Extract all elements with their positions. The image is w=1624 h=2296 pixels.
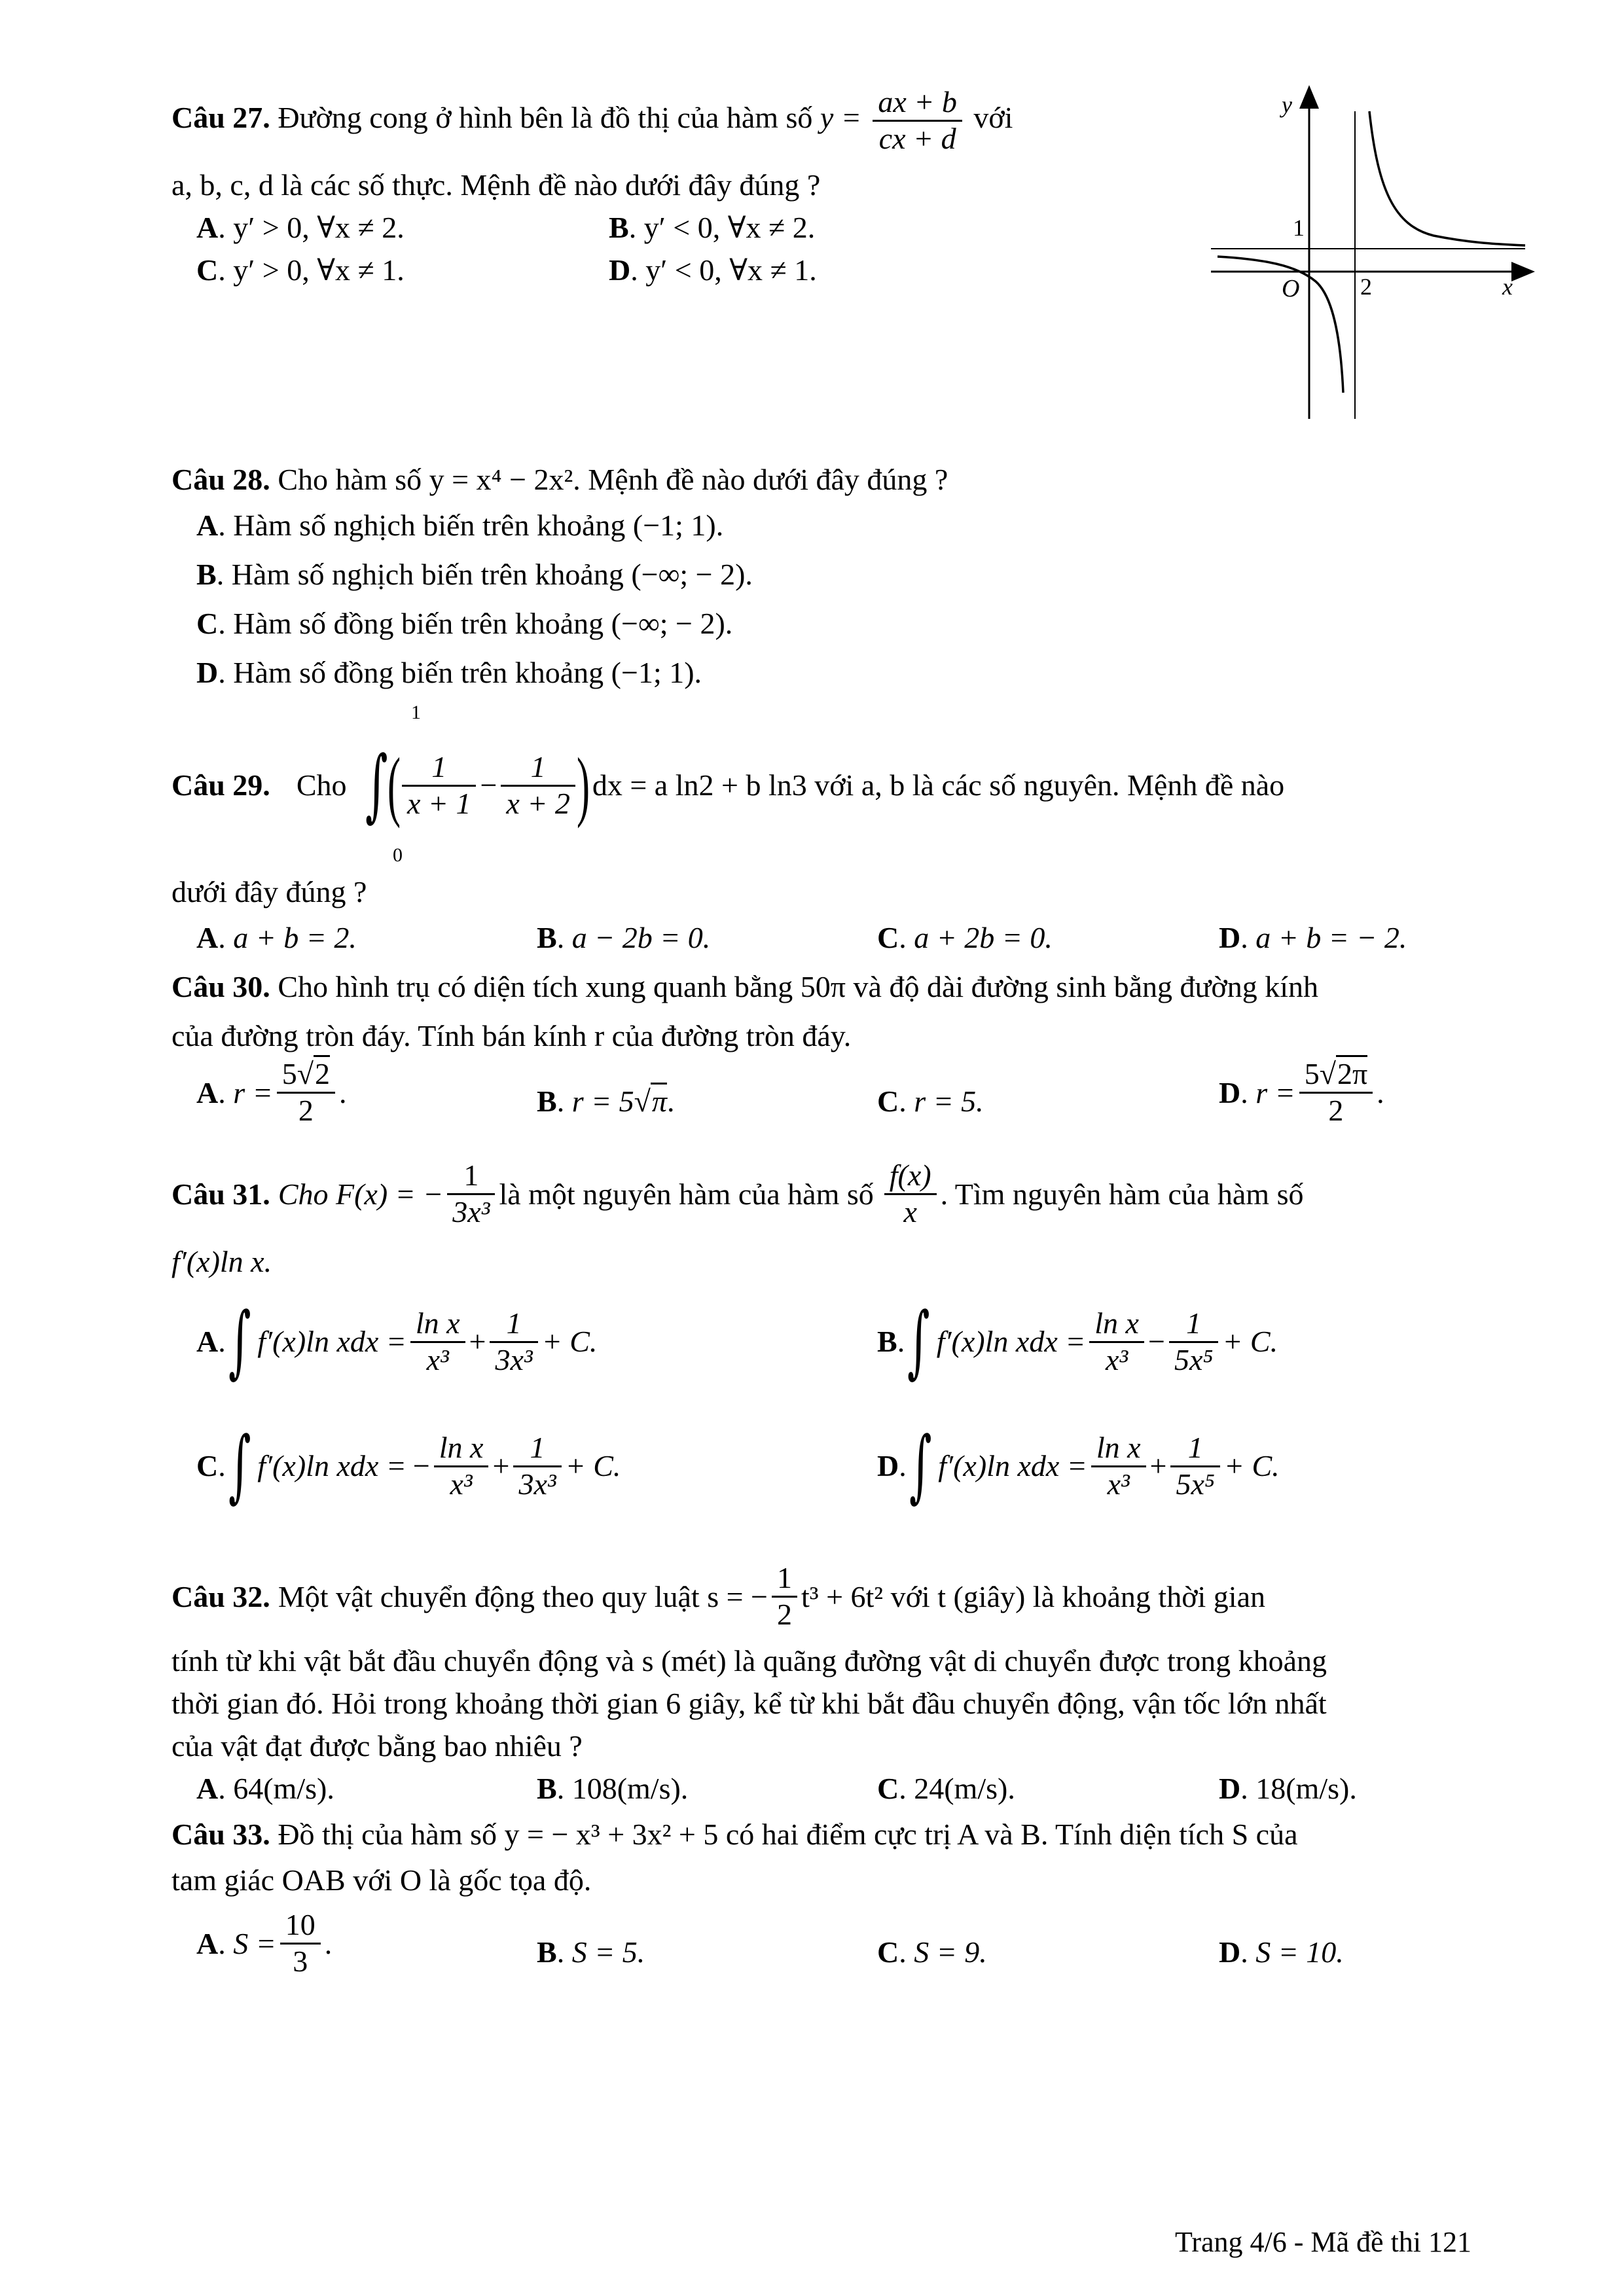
q29-minus: − (480, 768, 497, 802)
q31-line2: f′(x)ln x. (171, 1245, 272, 1278)
q30-line2: của đường tròn đáy. Tính bán kính r của đường tròn đáy. (171, 1019, 852, 1052)
q27-text1: Đường cong ở hình bên là đồ thị của hàm số (278, 100, 813, 134)
q33-option-b[interactable]: B. S = 5. (537, 1935, 645, 1969)
q31-option-c[interactable]: C . ∫ f′(x)ln xdx = − $\frac{\text{ln x}}{\text{x³}}$ + $\frac{1}{\text{3x³}}$ + C. (196, 1420, 621, 1511)
q29-right-paren: ) (576, 742, 590, 829)
q32-line1: Câu 32. Một vật chuyển động theo quy luật s = − $\frac{1}{2}$ t³ + 6t² với t (giây) là khoảng thời gian (171, 1561, 1266, 1631)
q27-line2: a, b, c, d là các số thực. Mệnh đề nào dưới đây đúng ? (171, 168, 821, 202)
q30-option-d[interactable]: D . r = $\frac{5√2\pi}{2}$ . (1219, 1057, 1384, 1128)
q30-label: Câu 30. (171, 970, 270, 1003)
graph-two-label: 2 (1360, 274, 1372, 300)
q27-fraction (873, 85, 962, 156)
curve-left-branch (1218, 257, 1343, 393)
q32-line4: của vật đạt được bằng bao nhiêu ? (171, 1729, 583, 1763)
q31-option-d[interactable]: D . ∫ f′(x)ln xdx = $\frac{\text{ln x}}{\text{x³}}$ + $\frac{1}{\text{5x⁵}}$ + C. (877, 1420, 1280, 1511)
q33-label: Câu 33. (171, 1818, 270, 1851)
q27-option-c[interactable]: C. y′ > 0, ∀x ≠ 1. (196, 253, 405, 287)
q29-line2: dưới đây đúng ? (171, 875, 367, 908)
q29-option-c[interactable]: C. a + 2b = 0. (877, 921, 1053, 954)
q33-option-a[interactable]: A . S = $\frac{10}{3}$ . (196, 1908, 333, 1978)
q29-integral-sign: ∫ (365, 740, 388, 831)
q28-option-c[interactable]: C. Hàm số đồng biến trên khoảng (−∞; − 2). (196, 607, 733, 640)
q28-stem (171, 461, 948, 497)
q33-option-c[interactable]: C. S = 9. (877, 1935, 987, 1969)
page-footer: Trang 4/6 - Mã đề thi 121 (1175, 2226, 1472, 2258)
q31-option-a[interactable]: A . ∫ f′(x)ln xdx = $\frac{\text{ln x}}{\text{x³}}$ + $\frac{1}{\text{3x³}}$ + C. (196, 1296, 598, 1387)
q32-option-d[interactable]: D. 18(m/s). (1219, 1772, 1357, 1805)
q27-graph (1198, 85, 1538, 425)
q33-line2: tam giác OAB với O là gốc tọa độ. (171, 1863, 592, 1897)
q27-num: ax + b (873, 85, 962, 122)
q31-option-b[interactable]: B . ∫ f′(x)ln xdx = $\frac{\text{ln x}}{\text{x³}}$ − $\frac{1}{\text{5x⁵}}$ + C. (877, 1296, 1278, 1387)
q32-option-c[interactable]: C. 24(m/s). (877, 1772, 1015, 1805)
q29-label: Câu 29. (171, 768, 270, 802)
q29-rest: dx = a ln2 + b ln3 với a, b là các số nguyên. Mệnh đề nào (592, 768, 1285, 802)
q33-option-d[interactable]: D. S = 10. (1219, 1935, 1344, 1969)
q27-text2: với (973, 100, 1013, 134)
q27-line1 (171, 85, 1013, 156)
q30-option-c[interactable]: C. r = 5. (877, 1085, 984, 1118)
q30-text1: Cho hình trụ có diện tích xung quanh bằng 50π và độ dài đường sinh bằng đường kính (278, 970, 1319, 1003)
graph-y-label: y (1282, 92, 1292, 118)
q29-left-paren: ( (388, 742, 401, 829)
q32-line3: thời gian đó. Hỏi trong khoảng thời gian 6 giây, kể từ khi bắt đầu chuyển động, vận tốc lớn nhất (171, 1687, 1327, 1720)
q29-option-b[interactable]: B. a − 2b = 0. (537, 921, 711, 954)
q28-label: Câu 28. (171, 463, 270, 496)
q32-option-a[interactable]: A. 64(m/s). (196, 1772, 334, 1805)
q31-label: Câu 31. (171, 1177, 270, 1211)
q29-option-d[interactable]: D. a + b = − 2. (1219, 921, 1407, 954)
q29-frac2: $\frac{1}{x + 2}$ (501, 750, 575, 821)
q28-option-d[interactable]: D. Hàm số đồng biến trên khoảng (−1; 1). (196, 656, 702, 689)
q27-label: Câu 27. (171, 100, 270, 134)
q29-upper-limit: 1 (411, 702, 421, 723)
q27-option-b[interactable]: B. y′ < 0, ∀x ≠ 2. (609, 211, 816, 244)
q27-option-d[interactable]: D. y′ < 0, ∀x ≠ 1. (609, 253, 817, 287)
q28-text: Cho hàm số y = x⁴ − 2x². Mệnh đề nào dưới đây đúng ? (278, 463, 948, 496)
q27-y-eq: y = (820, 100, 861, 134)
q32-option-b[interactable]: B. 108(m/s). (537, 1772, 689, 1805)
q29-frac1: $\frac{1}{x + 1}$ (402, 750, 476, 821)
q31-line1: Câu 31. Cho F(x) = − $\frac{1}{\text{3x³}}$ là một nguyên hàm của hàm số $\frac{f(x)}{x}$ . Tìm nguyên hàm của hàm số (171, 1158, 1304, 1229)
q27-den: cx + d (878, 121, 956, 155)
q32-label: Câu 32. (171, 1579, 270, 1613)
q29-option-a[interactable]: A. a + b = 2. (196, 921, 357, 954)
graph-origin-label: O (1282, 275, 1300, 302)
graph-x-label: x (1502, 274, 1513, 300)
q29-stem (171, 730, 1284, 841)
q30-option-a[interactable]: A . r = $\frac{5√2}{2}$ . (196, 1057, 346, 1128)
q30-option-b[interactable]: B. r = 5√π. (537, 1083, 674, 1119)
q28-option-a[interactable]: A. Hàm số nghịch biến trên khoảng (−1; 1). (196, 509, 724, 542)
graph-one-label: 1 (1293, 215, 1305, 241)
q30-line1 (171, 969, 1318, 1005)
curve-right-branch (1369, 111, 1525, 245)
q29-lower-limit: 0 (393, 844, 403, 866)
q28-option-b[interactable]: B. Hàm số nghịch biến trên khoảng (−∞; − 2). (196, 558, 753, 591)
q32-line2: tính từ khi vật bắt đầu chuyển động và s (mét) là quãng đường vật di chuyển được trong khoảng (171, 1644, 1327, 1677)
q33-line1: Câu 33. Đồ thị của hàm số y = − x³ + 3x² + 5 có hai điểm cực trị A và B. Tính diện tích S của (171, 1818, 1298, 1851)
q27-option-a[interactable]: A. y′ > 0, ∀x ≠ 2. (196, 211, 405, 244)
q29-cho: Cho (296, 768, 347, 802)
